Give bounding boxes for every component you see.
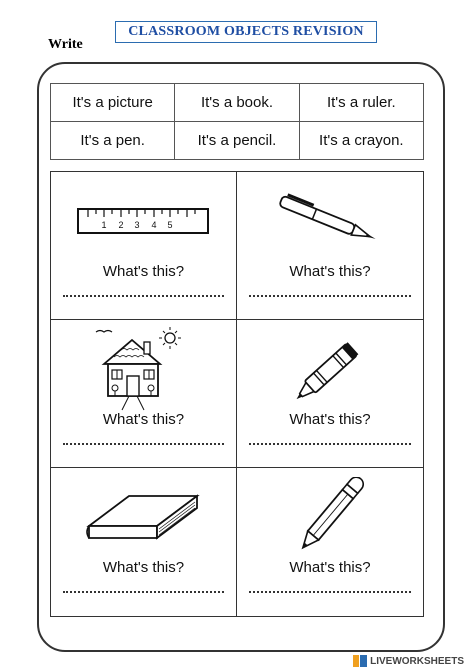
word-bank-cell: It's a pen. xyxy=(51,122,175,160)
exercise-item xyxy=(51,468,237,616)
question-text: What's this? xyxy=(289,559,371,576)
ruler-number: 3 xyxy=(133,220,140,230)
pen-icon xyxy=(265,191,395,251)
question-text: What's this? xyxy=(102,411,185,428)
liveworksheets-brand: LIVEWORKSHEETS xyxy=(370,655,464,667)
crayon-icon xyxy=(275,329,385,409)
ruler-icon xyxy=(74,201,214,241)
answer-line[interactable] xyxy=(249,443,411,445)
question-text: What's this? xyxy=(102,263,185,280)
word-bank-cell: It's a ruler. xyxy=(299,84,423,122)
ruler-number: 5 xyxy=(166,220,173,230)
liveworksheets-logo xyxy=(353,655,464,667)
answer-line[interactable] xyxy=(249,591,411,593)
word-bank xyxy=(50,83,424,160)
ruler-number: 1 xyxy=(100,220,107,230)
house-picture-icon xyxy=(84,324,204,414)
answer-line[interactable] xyxy=(249,295,411,297)
ruler-number: 2 xyxy=(117,220,124,230)
question-text: What's this? xyxy=(289,411,371,428)
answer-line[interactable] xyxy=(63,295,224,297)
exercise-item xyxy=(51,172,237,320)
liveworksheets-mark-icon xyxy=(353,655,367,667)
question-text: What's this? xyxy=(289,263,371,280)
pencil-icon xyxy=(275,477,385,557)
worksheet-title: CLASSROOM OBJECTS REVISION xyxy=(115,21,377,43)
word-bank-cell: It's a pencil. xyxy=(175,122,299,160)
exercise-item xyxy=(237,320,423,468)
word-bank-cell: It's a picture xyxy=(51,84,175,122)
word-bank-cell: It's a book. xyxy=(175,84,299,122)
exercise-item xyxy=(51,320,237,468)
book-icon xyxy=(79,482,209,552)
question-text: What's this? xyxy=(102,559,185,576)
exercise-item xyxy=(237,172,423,320)
answer-line[interactable] xyxy=(63,591,224,593)
instruction-label: Write xyxy=(48,37,83,52)
answer-line[interactable] xyxy=(63,443,224,445)
exercise-item xyxy=(237,468,423,616)
word-bank-cell: It's a crayon. xyxy=(299,122,423,160)
exercise-grid xyxy=(50,171,424,617)
ruler-number: 4 xyxy=(150,220,157,230)
